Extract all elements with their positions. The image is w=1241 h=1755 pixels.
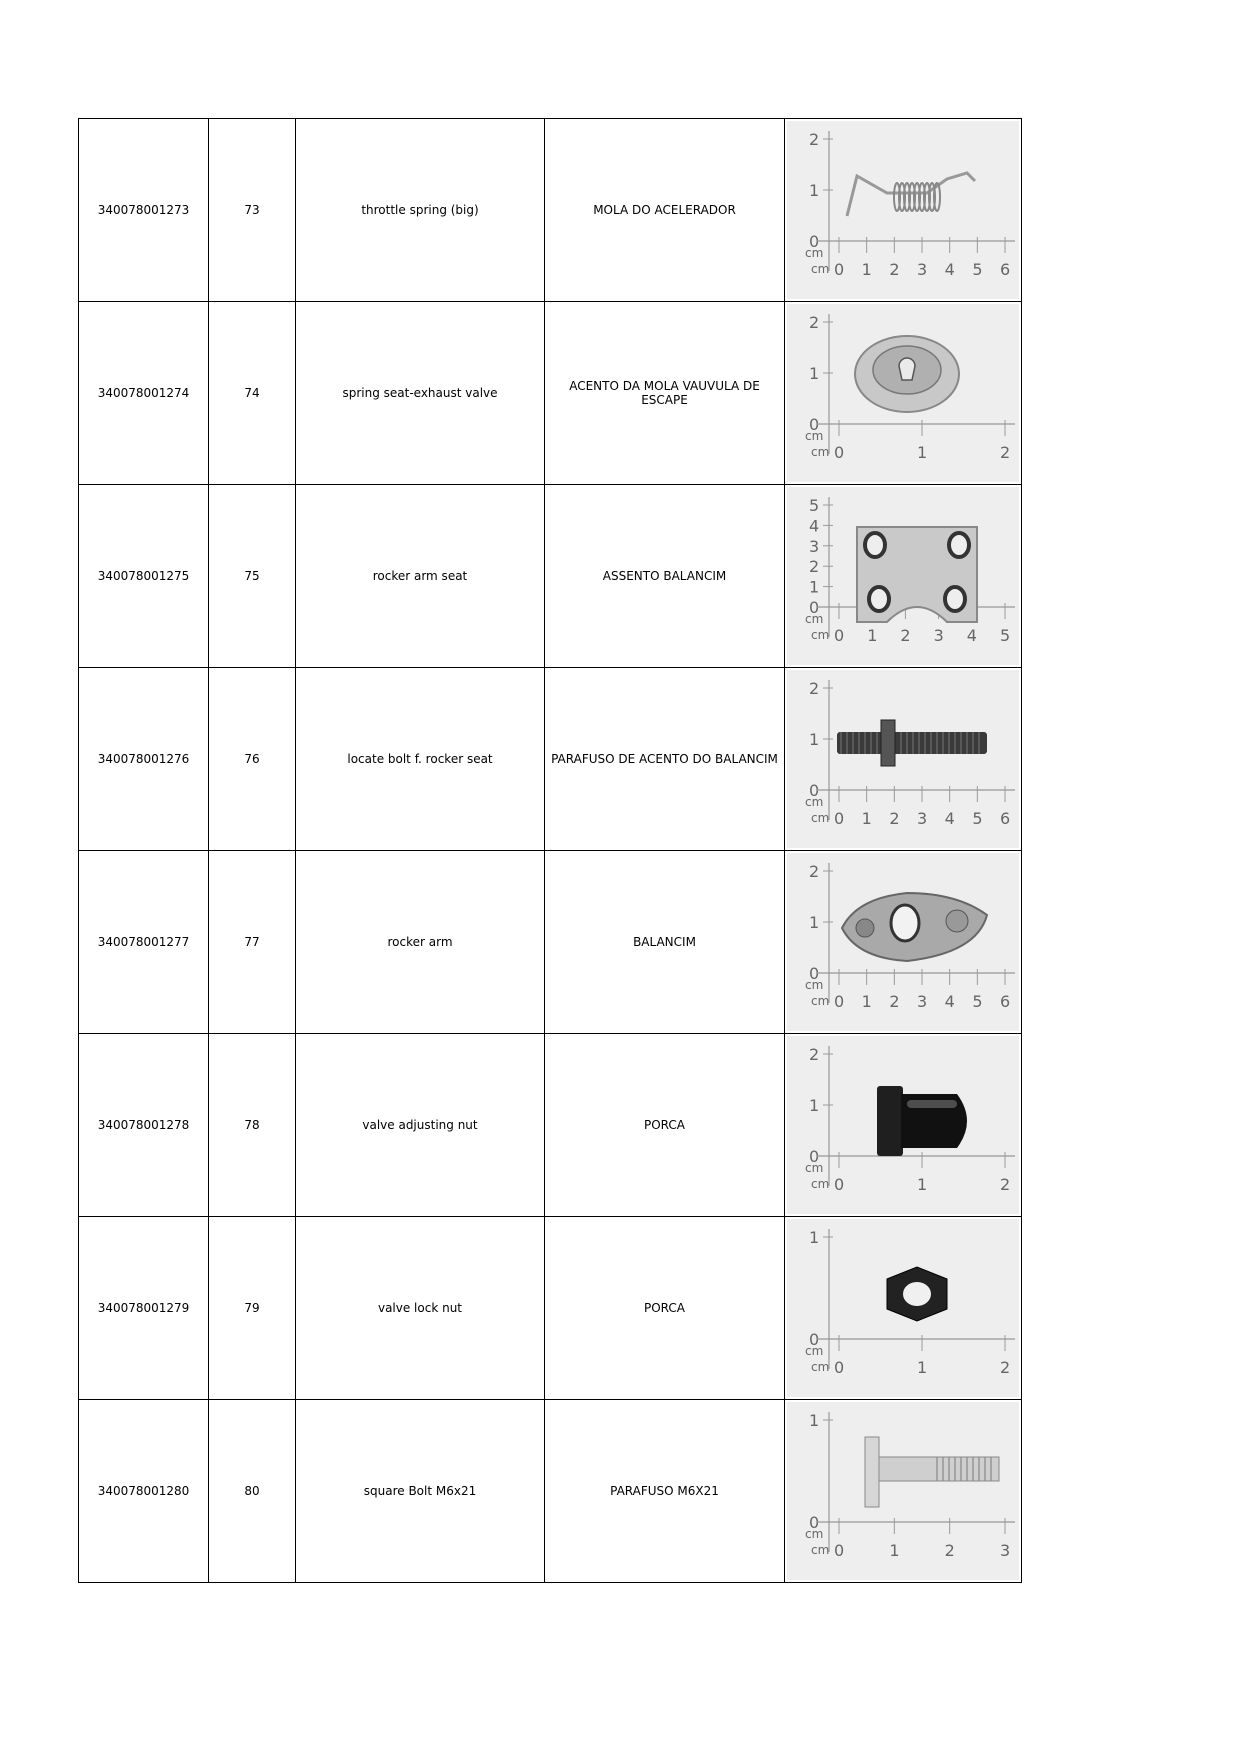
ruler-label: 3 (933, 626, 944, 645)
ruler-label: 2 (1000, 443, 1011, 462)
part-photo-cell (785, 851, 1022, 1034)
position-number-cell: 77 (209, 851, 296, 1034)
part-photo-cell (785, 485, 1022, 668)
ruler-label: 6 (1000, 260, 1011, 279)
table-row (79, 485, 1022, 668)
ruler-unit-label: cm (811, 1543, 830, 1557)
part-code-cell: 340078001279 (79, 1217, 209, 1400)
ruler-unit-label: cm (811, 811, 830, 825)
part-photo-cell (785, 119, 1022, 302)
ruler-label: 2 (809, 313, 820, 332)
rocker-pivot-hole (891, 905, 919, 941)
position-number-cell: 78 (209, 1034, 296, 1217)
ruler-label: 1 (809, 1096, 820, 1115)
english-description-cell: square Bolt M6x21 (296, 1400, 545, 1583)
position-number-cell: 74 (209, 302, 296, 485)
ruler-label: 0 (834, 443, 845, 462)
ruler-unit-label: cm (811, 1360, 830, 1374)
ruler-label: 0 (834, 626, 845, 645)
ruler-label: 0 (809, 598, 820, 617)
ruler-label: 4 (944, 992, 955, 1011)
ruler-label: 3 (1000, 1541, 1011, 1560)
ruler-label: 1 (809, 364, 820, 383)
ruler-label: 1 (867, 626, 878, 645)
part-photo-cell (785, 302, 1022, 485)
portuguese-description-cell: PORCA (545, 1034, 785, 1217)
ruler-label: 6 (1000, 809, 1011, 828)
ruler-label: 5 (972, 260, 983, 279)
ruler-label: 0 (809, 1513, 820, 1532)
ruler-unit-label: cm (805, 795, 824, 809)
ruler-label: 0 (834, 1541, 845, 1560)
english-description-cell: locate bolt f. rocker seat (296, 668, 545, 851)
part-photo-cell (785, 668, 1022, 851)
part-photo-cell (785, 1400, 1022, 1583)
seat-keyhole (899, 358, 915, 380)
ruler-label: 4 (966, 626, 977, 645)
plate-hole (869, 587, 889, 611)
part-photo (787, 1036, 1019, 1214)
position-number-cell: 75 (209, 485, 296, 668)
portuguese-description-cell: PARAFUSO M6X21 (545, 1400, 785, 1583)
ruler-label: 5 (972, 809, 983, 828)
ruler-label: 0 (809, 964, 820, 983)
ruler-label: 3 (917, 809, 928, 828)
part-photo (787, 853, 1019, 1031)
portuguese-description-cell: ACENTO DA MOLA VAUVULA DE ESCAPE (545, 302, 785, 485)
english-description-cell: rocker arm seat (296, 485, 545, 668)
ruler-label: 1 (917, 1175, 928, 1194)
part-code-cell: 340078001276 (79, 668, 209, 851)
position-number-cell: 73 (209, 119, 296, 302)
portuguese-description-cell: ASSENTO BALANCIM (545, 485, 785, 668)
part-photo-cell (785, 1034, 1022, 1217)
part-code-cell: 340078001275 (79, 485, 209, 668)
part-photo (787, 1402, 1019, 1580)
portuguese-description-cell: MOLA DO ACELERADOR (545, 119, 785, 302)
hexnut-bore (903, 1282, 931, 1306)
ruler-label: 1 (861, 809, 872, 828)
table-row (79, 119, 1022, 302)
position-number-cell: 80 (209, 1400, 296, 1583)
english-description-cell: spring seat-exhaust valve (296, 302, 545, 485)
parts-table (78, 118, 1022, 1583)
ruler-label: 1 (809, 577, 820, 597)
ruler-label: 0 (809, 415, 820, 434)
ruler-unit-label: cm (805, 978, 824, 992)
part-photo (787, 487, 1019, 665)
part-code-cell: 340078001274 (79, 302, 209, 485)
ruler-label: 1 (917, 1358, 928, 1377)
english-description-cell: valve adjusting nut (296, 1034, 545, 1217)
ruler-label: 1 (809, 730, 820, 749)
ruler-label: 2 (889, 809, 900, 828)
ruler-label: 2 (944, 1541, 955, 1560)
ruler-unit-label: cm (805, 1344, 824, 1358)
ruler-label: 2 (1000, 1175, 1011, 1194)
rocker-dimple (946, 910, 968, 932)
english-description-cell: valve lock nut (296, 1217, 545, 1400)
ruler-label: 5 (1000, 626, 1011, 645)
ruler-unit-label: cm (805, 612, 824, 626)
ruler-label: 0 (834, 809, 845, 828)
part-code-cell: 340078001277 (79, 851, 209, 1034)
plate-hole (945, 587, 965, 611)
table-row (79, 668, 1022, 851)
ruler-label: 0 (834, 1175, 845, 1194)
table-row (79, 1034, 1022, 1217)
ruler-unit-label: cm (805, 1527, 824, 1541)
ruler-label: 3 (917, 992, 928, 1011)
ruler-unit-label: cm (805, 246, 824, 260)
table-row (79, 1400, 1022, 1583)
portuguese-description-cell: BALANCIM (545, 851, 785, 1034)
position-number-cell: 76 (209, 668, 296, 851)
stud-collar (881, 720, 895, 766)
ruler-label: 0 (809, 1330, 820, 1349)
table-row (79, 851, 1022, 1034)
ruler-label: 0 (834, 260, 845, 279)
ruler-unit-label: cm (811, 628, 830, 642)
ruler-label: 4 (944, 809, 955, 828)
part-code-cell: 340078001273 (79, 119, 209, 302)
ruler-label: 2 (809, 557, 820, 577)
ruler-label: 0 (834, 1358, 845, 1377)
ruler-label: 6 (1000, 992, 1011, 1011)
ruler-label: 2 (809, 130, 820, 149)
ruler-label: 1 (917, 443, 928, 462)
ruler-label: 2 (809, 862, 820, 881)
ruler-label: 2 (889, 260, 900, 279)
part-photo (787, 1219, 1019, 1397)
part-code-cell: 340078001280 (79, 1400, 209, 1583)
ruler-unit-label: cm (811, 1177, 830, 1191)
ruler-label: 2 (900, 626, 911, 645)
ruler-label: 1 (809, 1411, 820, 1430)
ruler-unit-label: cm (811, 262, 830, 276)
portuguese-description-cell: PORCA (545, 1217, 785, 1400)
part-photo (787, 670, 1019, 848)
ruler-label: 1 (889, 1541, 900, 1560)
bolt-shank (879, 1457, 999, 1481)
plate-hole (865, 533, 885, 557)
ruler-unit-label: cm (805, 1161, 824, 1175)
ruler-label: 2 (1000, 1358, 1011, 1377)
english-description-cell: throttle spring (big) (296, 119, 545, 302)
ruler-label: 3 (917, 260, 928, 279)
position-number-cell: 79 (209, 1217, 296, 1400)
ruler-unit-label: cm (811, 445, 830, 459)
part-photo-cell (785, 1217, 1022, 1400)
portuguese-description-cell: PARAFUSO DE ACENTO DO BALANCIM (545, 668, 785, 851)
plate-hole (949, 533, 969, 557)
ruler-label: 2 (809, 1045, 820, 1064)
capnut-highlight (907, 1100, 957, 1108)
ruler-label: 4 (809, 516, 820, 536)
capnut-hex (877, 1086, 903, 1156)
ruler-label: 3 (809, 536, 820, 556)
part-silhouette (855, 336, 959, 412)
table-row (79, 302, 1022, 485)
ruler-label: 1 (809, 181, 820, 200)
ruler-label: 2 (809, 679, 820, 698)
part-photo (787, 121, 1019, 299)
bolt-head (865, 1437, 879, 1507)
ruler-label: 1 (861, 260, 872, 279)
ruler-label: 1 (809, 913, 820, 932)
ruler-label: 4 (944, 260, 955, 279)
parts-table-body (79, 119, 1022, 1583)
part-silhouette (877, 1086, 967, 1156)
english-description-cell: rocker arm (296, 851, 545, 1034)
ruler-label: 1 (861, 992, 872, 1011)
ruler-label: 5 (972, 992, 983, 1011)
ruler-label: 2 (889, 992, 900, 1011)
part-code-cell: 340078001278 (79, 1034, 209, 1217)
ruler-label: 0 (834, 992, 845, 1011)
ruler-label: 0 (809, 1147, 820, 1166)
table-row (79, 1217, 1022, 1400)
ruler-unit-label: cm (811, 994, 830, 1008)
ruler-label: 0 (809, 232, 820, 251)
ruler-label: 5 (809, 496, 820, 515)
part-photo (787, 304, 1019, 482)
ruler-label: 0 (809, 781, 820, 800)
ruler-label: 1 (809, 1228, 820, 1247)
part-silhouette (887, 1267, 947, 1321)
ruler-unit-label: cm (805, 429, 824, 443)
rocker-dimple (856, 919, 874, 937)
part-silhouette (857, 527, 977, 622)
